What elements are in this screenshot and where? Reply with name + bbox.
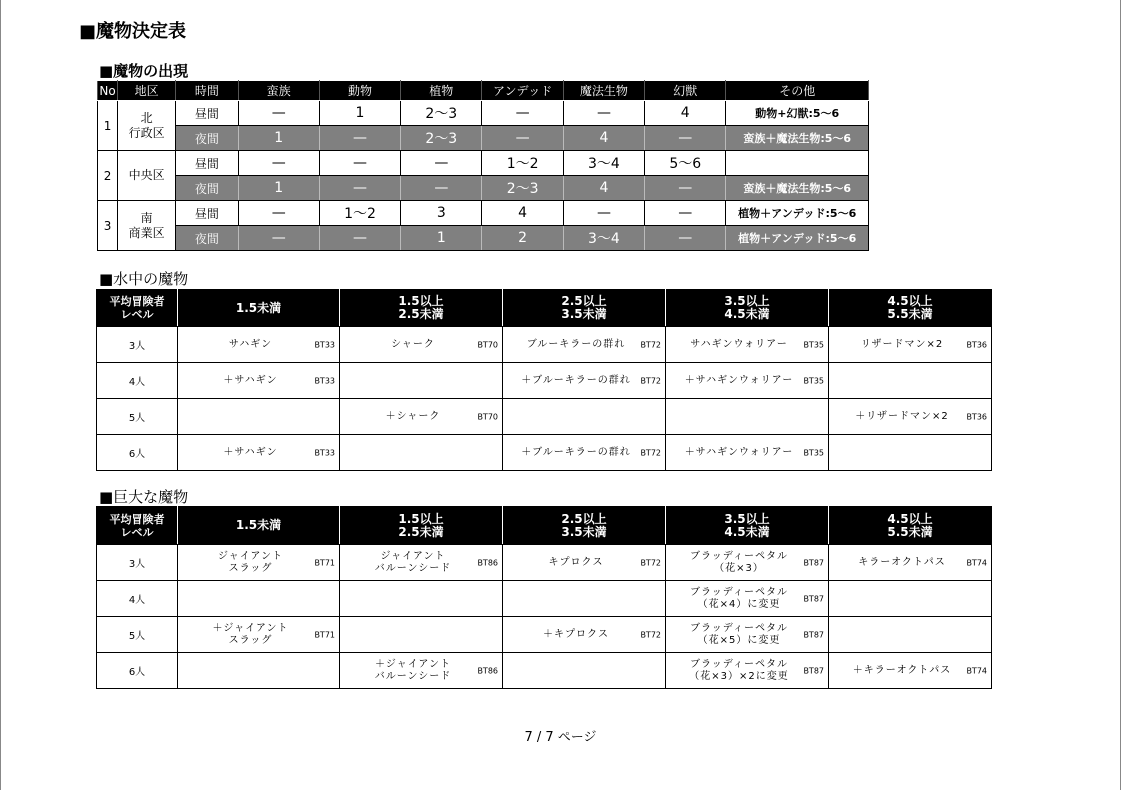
party-size-cell: 6人 [97,653,178,689]
monster-name: ＋キプロクス [543,628,609,640]
party-size-cell: 5人 [97,399,178,435]
monster-name: ＋シャーク [385,410,441,422]
appearance-heading: ■魔物の出現 [99,62,189,80]
roll-range-cell: — [645,126,726,151]
monster-entry [666,435,828,470]
party-size-cell: 4人 [97,581,178,617]
monster-entry [178,545,339,580]
district-number: 3 [98,201,118,251]
day-row [98,201,869,226]
appearance-header-cell: その他 [726,81,869,101]
monster-name: ＋ブルーキラーの群れ [521,374,631,386]
page-ref: BT87 [803,630,824,639]
monster-name: ブラッディーペタル （花×5）に変更 [690,622,788,646]
monster-cell [829,617,992,653]
monster-cell [666,617,829,653]
monster-name: ＋サハギンウォリアー [684,446,794,458]
district-name: 南 商業区 [118,201,176,251]
monster-name: キプロクス [548,556,604,568]
roll-range-cell: — [645,226,726,251]
table-row [97,363,992,399]
level-header-cell: 4.5以上 5.5未満 [829,290,992,327]
roll-range-cell: 3〜4 [563,151,644,176]
monster-entry [666,545,828,580]
monster-name: ブラッディーペタル （花×3） [690,550,788,574]
monster-cell [829,435,992,471]
roll-range-cell: 2〜3 [482,176,563,201]
monster-cell [178,653,340,689]
giant-heading: ■巨大な魔物 [99,488,189,506]
day-row [98,151,869,176]
monster-name: ブラッディーペタル （花×3）×2に変更 [689,658,789,682]
roll-range-cell: 4 [563,176,644,201]
roll-range-cell: 1 [238,126,319,151]
level-header-cell: 1.5未満 [178,507,340,545]
monster-cell [340,581,503,617]
monster-name: ジャイアント スラッグ [217,550,284,574]
monster-cell [503,435,666,471]
monster-name: ＋ブルーキラーの群れ [521,446,631,458]
monster-cell [503,653,666,689]
table-row [97,327,992,363]
appearance-header-cell: 蛮族 [238,81,319,101]
giant-header-row [97,507,992,545]
other-cell: 蛮族＋魔法生物:5〜6 [726,126,869,151]
monster-cell [503,327,666,363]
page-ref: BT35 [803,448,824,457]
table-row [97,581,992,617]
monster-entry [503,435,665,470]
roll-range-cell: 1 [319,101,400,126]
roll-range-cell: — [401,176,482,201]
monster-name: ブラッディーペタル （花×4）に変更 [690,586,788,610]
roll-range-cell: 1〜2 [319,201,400,226]
monster-entry [340,399,502,434]
district-name: 中央区 [118,151,176,201]
night-row [98,126,869,151]
roll-range-cell: — [401,151,482,176]
page-ref: BT74 [966,666,987,675]
appearance-table [97,80,869,251]
monster-name: キラーオクトパス [858,556,946,568]
appearance-header-cell: アンデッド [482,81,563,101]
roll-range-cell: 2 [482,226,563,251]
water-header-row [97,290,992,327]
monster-cell [503,581,666,617]
level-header-cell: 1.5以上 2.5未満 [340,507,503,545]
giant-table [96,506,992,689]
roll-range-cell: — [319,126,400,151]
appearance-header-cell: 地区 [118,81,176,101]
page-footer: 7 / 7 ページ [524,730,597,745]
monster-name: ジャイアント バルーンシード [374,550,452,574]
roll-range-cell: 4 [482,201,563,226]
monster-cell [666,653,829,689]
monster-cell [829,581,992,617]
monster-cell [178,399,340,435]
monster-name: ＋キラーオクトパス [852,664,952,676]
roll-range-cell: 1 [401,226,482,251]
roll-range-cell: — [319,226,400,251]
monster-name: ＋サハギン [223,446,278,458]
page-ref: BT72 [640,448,661,457]
monster-cell [178,581,340,617]
monster-cell [340,545,503,581]
roll-range-cell: 1〜2 [482,151,563,176]
level-header-cell: 3.5以上 4.5未満 [666,290,829,327]
night-row [98,226,869,251]
page-ref: BT36 [966,340,987,349]
monster-entry [829,545,991,580]
monster-name: リザードマン×2 [860,338,944,350]
roll-range-cell: — [645,201,726,226]
monster-cell [829,327,992,363]
page-ref: BT87 [803,594,824,603]
level-header-cell: 4.5以上 5.5未満 [829,507,992,545]
party-size-cell: 4人 [97,363,178,399]
roll-range-cell: — [563,101,644,126]
monster-entry [503,327,665,362]
other-cell: 蛮族＋魔法生物:5〜6 [726,176,869,201]
monster-name: ＋ジャイアント スラッグ [212,622,289,646]
monster-entry [340,327,502,362]
level-header-cell: 2.5以上 3.5未満 [503,290,666,327]
roll-range-cell: 1 [238,176,319,201]
water-heading: ■水中の魔物 [99,270,189,288]
monster-entry [178,327,339,362]
roll-range-cell: — [482,126,563,151]
roll-range-cell: 4 [563,126,644,151]
monster-cell [666,545,829,581]
monster-cell [829,545,992,581]
monster-entry [829,399,991,434]
monster-cell [829,363,992,399]
roll-range-cell: 2〜3 [401,126,482,151]
page-ref: BT70 [477,340,498,349]
monster-entry [503,545,665,580]
monster-entry [178,617,339,652]
page-ref: BT87 [803,666,824,675]
page-ref: BT72 [640,340,661,349]
roll-range-cell: — [319,151,400,176]
table-row [97,435,992,471]
monster-cell [178,435,340,471]
page-ref: BT33 [314,376,335,385]
time-cell: 夜間 [176,126,238,151]
appearance-header-cell: 植物 [401,81,482,101]
monster-entry [829,327,991,362]
page-ref: BT74 [966,558,987,567]
monster-cell [178,327,340,363]
monster-entry [666,363,828,398]
appearance-header-row [98,81,869,101]
district-number: 1 [98,101,118,151]
monster-entry [666,653,828,688]
monster-name: サハギン [228,338,273,350]
roll-range-cell: 2〜3 [401,101,482,126]
page-ref: BT71 [314,558,335,567]
monster-entry [666,581,828,616]
monster-cell [829,399,992,435]
monster-cell [503,363,666,399]
roll-range-cell: — [319,176,400,201]
monster-cell [666,327,829,363]
page-ref: BT35 [803,340,824,349]
time-cell: 昼間 [176,151,238,176]
time-cell: 昼間 [176,201,238,226]
appearance-header-cell: No [98,81,118,101]
table-row [97,617,992,653]
page-ref: BT70 [477,412,498,421]
page-ref: BT71 [314,630,335,639]
page-ref: BT33 [314,448,335,457]
monster-name: ＋リザードマン×2 [855,410,949,422]
roll-range-cell: — [238,101,319,126]
page-ref: BT72 [640,558,661,567]
monster-entry [178,363,339,398]
monster-cell [503,545,666,581]
monster-entry [666,617,828,652]
roll-range-cell: — [238,201,319,226]
monster-cell [340,435,503,471]
level-header-cell: 1.5未満 [178,290,340,327]
appearance-header-cell: 時間 [176,81,238,101]
other-cell [726,151,869,176]
monster-cell [340,363,503,399]
appearance-header-cell: 幻獣 [645,81,726,101]
water-table [96,289,992,471]
night-row [98,176,869,201]
party-size-cell: 6人 [97,435,178,471]
party-size-cell: 3人 [97,327,178,363]
monster-entry [340,653,502,688]
monster-name: ＋ジャイアント バルーンシード [374,658,452,682]
monster-cell [666,363,829,399]
monster-cell [666,435,829,471]
page-ref: BT87 [803,558,824,567]
monster-cell [503,617,666,653]
table-row [97,399,992,435]
other-cell: 動物+幻獣:5〜6 [726,101,869,126]
table-row [97,653,992,689]
page-ref: BT72 [640,630,661,639]
page-ref: BT72 [640,376,661,385]
roll-range-cell: 5〜6 [645,151,726,176]
appearance-header-cell: 動物 [319,81,400,101]
level-header-cell: 2.5以上 3.5未満 [503,507,666,545]
party-size-cell: 5人 [97,617,178,653]
monster-cell [178,363,340,399]
monster-entry [666,327,828,362]
monster-name: ＋サハギン [223,374,278,386]
roll-range-cell: — [482,101,563,126]
time-cell: 夜間 [176,226,238,251]
level-header-cell: 平均冒険者 レベル [97,507,178,545]
monster-name: ＋サハギンウォリアー [684,374,794,386]
page-ref: BT86 [477,558,498,567]
party-size-cell: 3人 [97,545,178,581]
monster-cell [666,399,829,435]
district-name: 北 行政区 [118,101,176,151]
monster-name: サハギンウォリアー [690,338,788,350]
page-ref: BT35 [803,376,824,385]
monster-cell [829,653,992,689]
monster-entry [829,653,991,688]
page-title: ■魔物決定表 [79,21,187,42]
roll-range-cell: 3〜4 [563,226,644,251]
table-row [97,545,992,581]
level-header-cell: 平均冒険者 レベル [97,290,178,327]
roll-range-cell: 3 [401,201,482,226]
day-row [98,101,869,126]
page-ref: BT33 [314,340,335,349]
monster-cell [340,399,503,435]
monster-cell [340,327,503,363]
monster-cell [178,617,340,653]
monster-entry [178,435,339,470]
other-cell: 植物＋アンデッド:5〜6 [726,226,869,251]
monster-cell [178,545,340,581]
monster-cell [340,617,503,653]
page-ref: BT86 [477,666,498,675]
monster-cell [340,653,503,689]
monster-entry [503,363,665,398]
district-number: 2 [98,151,118,201]
level-header-cell: 3.5以上 4.5未満 [666,507,829,545]
time-cell: 夜間 [176,176,238,201]
appearance-header-cell: 魔法生物 [563,81,644,101]
monster-entry [340,545,502,580]
level-header-cell: 1.5以上 2.5未満 [340,290,503,327]
monster-cell [503,399,666,435]
time-cell: 昼間 [176,101,238,126]
monster-name: シャーク [391,338,435,350]
roll-range-cell: 4 [645,101,726,126]
monster-name: ブルーキラーの群れ [526,338,626,350]
page-ref: BT36 [966,412,987,421]
monster-cell [666,581,829,617]
other-cell: 植物＋アンデッド:5〜6 [726,201,869,226]
roll-range-cell: — [238,151,319,176]
monster-entry [503,617,665,652]
roll-range-cell: — [563,201,644,226]
roll-range-cell: — [238,226,319,251]
roll-range-cell: — [645,176,726,201]
